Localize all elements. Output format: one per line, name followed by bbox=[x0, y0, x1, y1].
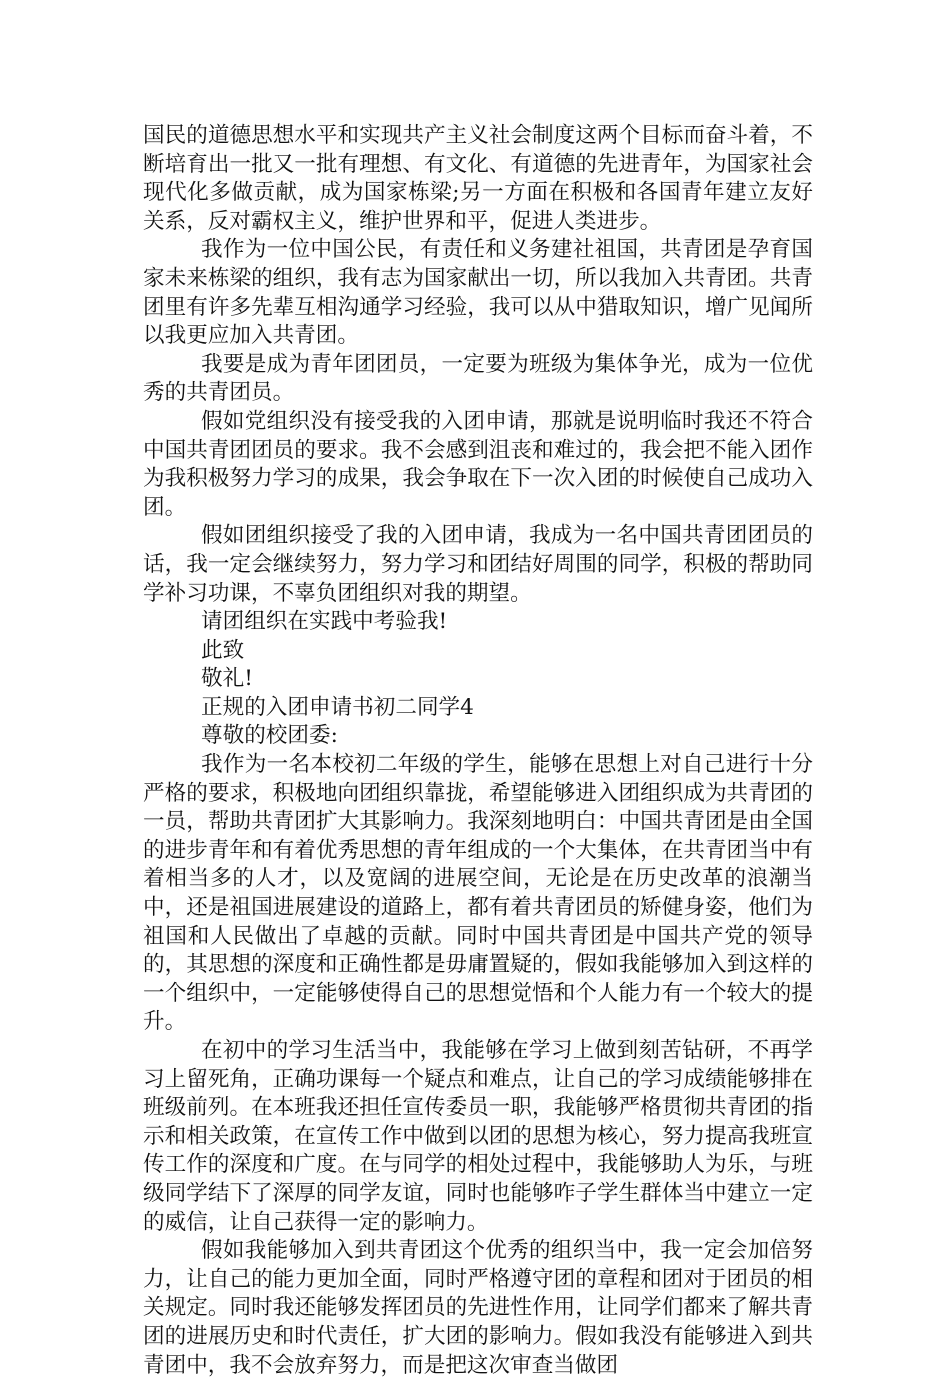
section-title: 正规的入团申请书初二同学4 bbox=[201, 694, 474, 720]
paragraph-become-member: 我要是成为青年团团员，一定要为班级为集体争光，成为一位优秀的共青团员。 bbox=[143, 351, 813, 406]
paragraph-continuation: 国民的道德思想水平和实现共产主义社会制度这两个目标而奋斗着，不断培育出一批又一批有理想、有文化、有道德的先进青年，为国家社会现代化多做贡献，成为国家栋梁;另一方面在积极和各国青年建立友好关系，反对霸权主义，维护世界和平，促进人类进步。 bbox=[143, 123, 813, 234]
paragraph-citizen-duty: 我作为一位中国公民，有责任和义务建社祖国，共青团是孕育国家未来栋梁的组织，我有志为国家献出一切，所以我加入共青团。共青团里有许多先辈互相沟通学习经验，我可以从中猎取知识，增广见闻所以我更应加入共青团。 bbox=[143, 237, 813, 349]
paragraph-if-rejected: 假如党组织没有接受我的入团申请，那就是说明临时我还不符合中国共青团团员的要求。我不会感到沮丧和难过的，我会把不能入团作为我积极努力学习的成果，我会争取在下一次入团的时候使自己成功入团。 bbox=[143, 408, 813, 520]
paragraph-introduction: 我作为一名本校初二年级的学生，能够在思想上对自己进行十分严格的要求，积极地向团组织靠拢，希望能够进入团组织成为共青团的一员，帮助共青团扩大其影响力。我深刻地明白：中国共青团是由全国的进步青年和有着优秀思想的青年组成的一个大集体，在共青团当中有着相当多的人才，以及宽阔的进展空间，无论是在历史改革的浪潮当中，还是祖国进展建设的道路上，都有着共青团员的矫健身姿，他们为祖国和人民做出了卓越的贡献。同时中国共青团是中国共产党的领导的，其思想的深度和正确性都是毋庸置疑的，假如我能够加入到这样的一个组织中，一定能够使得自己的思想觉悟和个人能力有一个较大的提升。 bbox=[143, 752, 813, 1035]
closing-jingli: 敬礼! bbox=[201, 666, 253, 692]
paragraph-if-accepted: 假如团组织接受了我的入团申请，我成为一名中国共青团团员的话，我一定会继续努力，努力学习和团结好周围的同学，积极的帮助同学补习功课，不辜负团组织对我的期望。 bbox=[143, 523, 813, 606]
salutation: 尊敬的校团委: bbox=[201, 723, 338, 749]
closing-cizhi: 此致 bbox=[201, 637, 245, 663]
paragraph-study-life: 在初中的学习生活当中，我能够在学习上做到刻苦钻研，不再学习上留死角，正确功课每一个疑点和难点，让自己的学习成绩能够排在班级前列。在本班我还担任宣传委员一职，我能够严格贯彻共青团的指示和相关政策，在宣传工作中做到以团的思想为核心，努力提高我班宣传工作的深度和广度。在与同学的相处过程中，我能够助人为乐，与班级同学结下了深厚的同学友谊，同时也能够咋子学生群体当中建立一定的威信，让自己获得一定的影响力。 bbox=[143, 1038, 813, 1235]
closing-request: 请团组织在实践中考验我! bbox=[201, 609, 448, 635]
paragraph-commitment: 假如我能够加入到共青团这个优秀的组织当中，我一定会加倍努力，让自己的能力更加全面，同时严格遵守团的章程和团对于团员的相关规定。同时我还能够发挥团员的先进性作用，让同学们都来了解共青团的进展历史和时代责任，扩大团的影响力。假如我没有能够进入到共青团中，我不会放弃努力，而是把这次审查当做团 bbox=[143, 1238, 813, 1378]
document-body bbox=[143, 122, 813, 1380]
